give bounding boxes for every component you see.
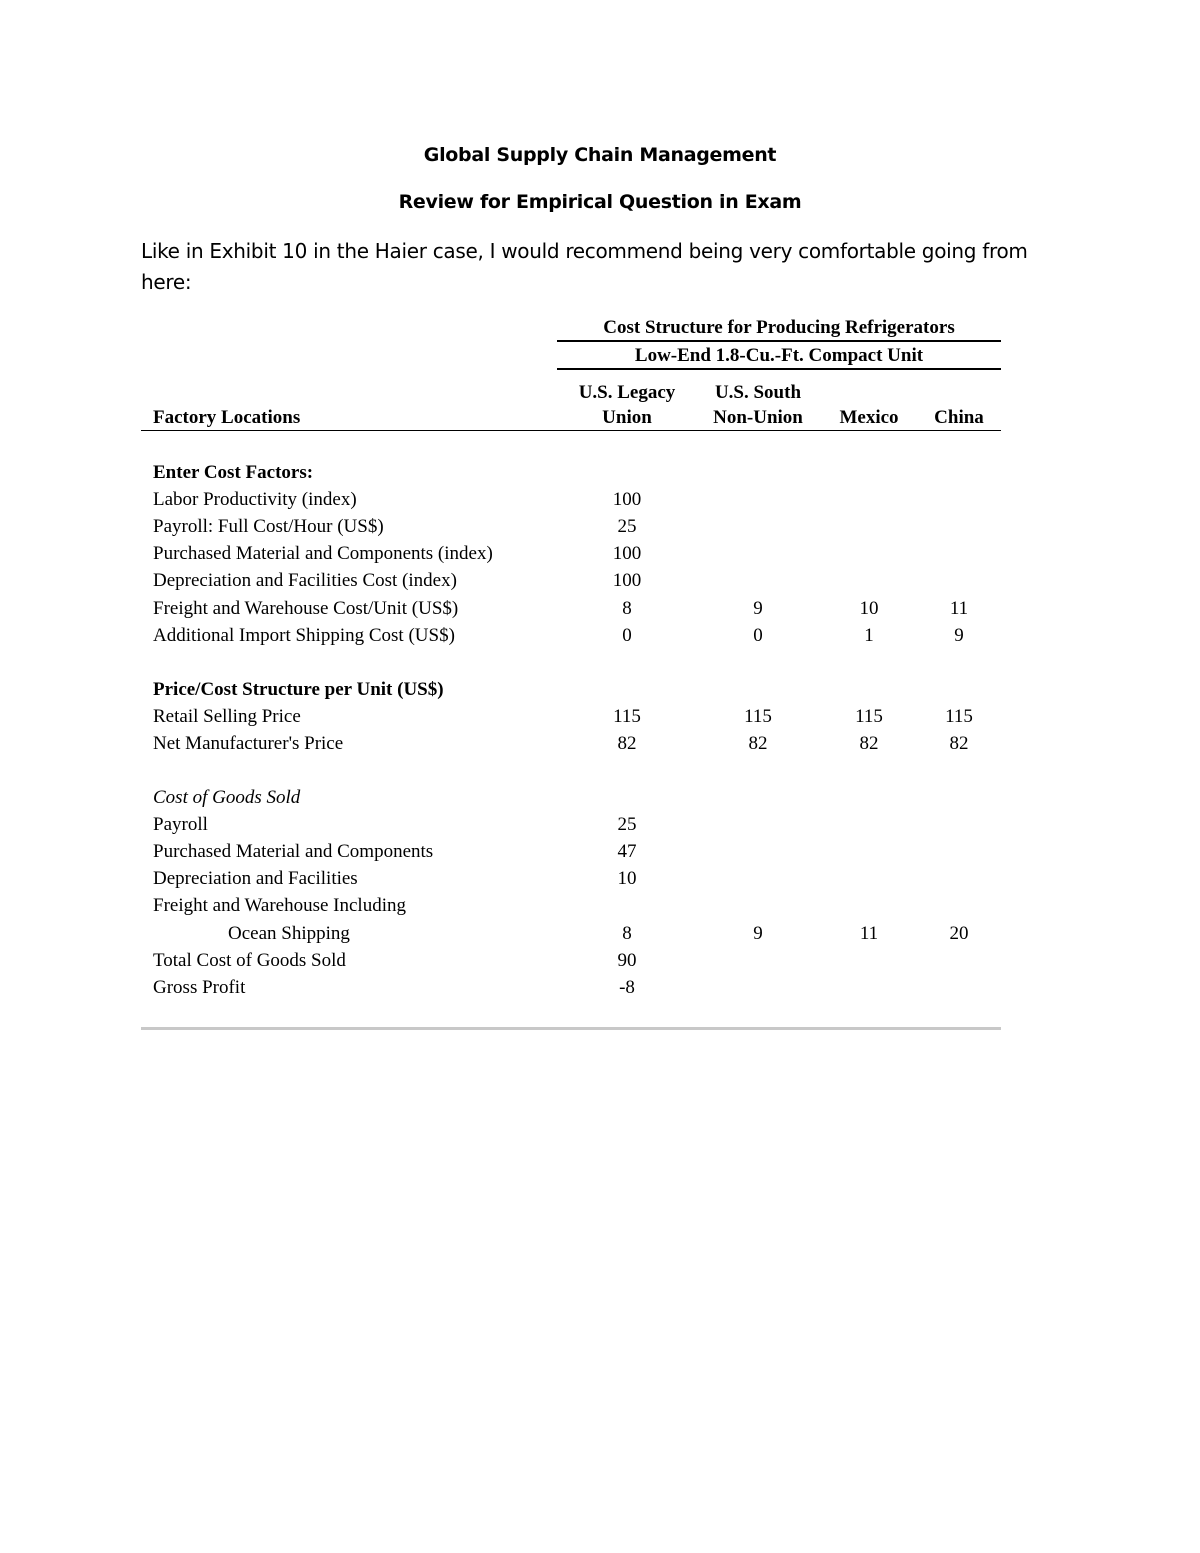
column-header-us-legacy-line2: Union: [602, 407, 652, 428]
table-bottom-rule: [141, 1027, 1001, 1030]
cell-us-legacy: 82: [617, 733, 637, 754]
row-label: Payroll: Full Cost/Hour (US$): [153, 516, 384, 537]
cell-us-legacy: 25: [617, 814, 637, 835]
cell-us-south: 0: [753, 625, 763, 646]
table-row: [0, 598, 1200, 625]
cell-us-south: 115: [744, 706, 772, 727]
cell-us-legacy: 8: [622, 598, 632, 619]
cell-us-legacy: 0: [622, 625, 632, 646]
header-rule: [141, 430, 1001, 431]
table-row: [0, 733, 1200, 760]
cell-mexico: 115: [855, 706, 883, 727]
row-label: Freight and Warehouse Cost/Unit (US$): [153, 598, 459, 619]
row-label: Price/Cost Structure per Unit (US$): [153, 679, 444, 700]
table-subtitle: Low-End 1.8-Cu.-Ft. Compact Unit: [634, 345, 924, 366]
cell-us-legacy: 100: [612, 489, 642, 510]
cell-us-legacy: 25: [617, 516, 637, 537]
row-label: Purchased Material and Components (index): [153, 543, 493, 564]
table-row: [0, 625, 1200, 652]
row-header-factory-locations: Factory Locations: [153, 407, 301, 428]
cell-us-legacy: 100: [612, 543, 642, 564]
table-subtitle-rule: [557, 368, 1001, 370]
table-row: [0, 462, 1200, 489]
row-label: Depreciation and Facilities Cost (index): [153, 570, 457, 591]
table-row: [0, 923, 1200, 950]
table-title-rule: [557, 340, 1001, 342]
table-row: [0, 570, 1200, 597]
column-header-us-south-line1: U.S. South: [714, 382, 802, 403]
cell-us-south: 9: [753, 923, 763, 944]
cell-us-legacy: 100: [612, 570, 642, 591]
row-label: Labor Productivity (index): [153, 489, 357, 510]
table-row: [0, 787, 1200, 814]
row-label: Additional Import Shipping Cost (US$): [153, 625, 455, 646]
document-subtitle: Review for Empirical Question in Exam: [398, 191, 802, 213]
intro-paragraph: Like in Exhibit 10 in the Haier case, I would recommend being very comfortable going from here:: [141, 239, 1028, 294]
row-label: Total Cost of Goods Sold: [153, 950, 346, 971]
cell-mexico: 82: [859, 733, 879, 754]
column-header-mexico: Mexico: [839, 407, 899, 428]
table-row: [0, 950, 1200, 977]
table-row: [0, 841, 1200, 868]
row-label: Freight and Warehouse Including: [153, 895, 406, 916]
cell-us-south: 9: [753, 598, 763, 619]
table-row: [0, 814, 1200, 841]
cell-us-legacy: 10: [617, 868, 637, 889]
column-header-us-legacy-line1: U.S. Legacy: [578, 382, 676, 403]
cell-mexico: 10: [859, 598, 879, 619]
row-label: Depreciation and Facilities: [153, 868, 358, 889]
cell-china: 11: [949, 598, 969, 619]
cell-us-legacy: 8: [622, 923, 632, 944]
cell-mexico: 1: [864, 625, 874, 646]
table-row: [0, 543, 1200, 570]
table-row: [0, 706, 1200, 733]
row-label: Net Manufacturer's Price: [153, 733, 344, 754]
row-label: Enter Cost Factors:: [153, 462, 314, 483]
table-row: [0, 868, 1200, 895]
table-row: [0, 679, 1200, 706]
column-header-china: China: [934, 407, 984, 428]
column-header-us-south-line2: Non-Union: [713, 407, 803, 428]
cell-us-legacy: -8: [619, 977, 635, 998]
cell-us-south: 82: [748, 733, 768, 754]
cell-china: 115: [945, 706, 973, 727]
table-title: Cost Structure for Producing Refrigerators: [603, 317, 955, 338]
cell-mexico: 11: [859, 923, 879, 944]
cell-us-legacy: 47: [617, 841, 637, 862]
cell-us-legacy: 115: [613, 706, 641, 727]
row-label: Ocean Shipping: [228, 923, 350, 944]
row-label: Cost of Goods Sold: [153, 787, 301, 808]
row-label: Payroll: [153, 814, 208, 835]
cell-china: 9: [954, 625, 964, 646]
cell-china: 82: [949, 733, 969, 754]
row-label: Gross Profit: [153, 977, 246, 998]
table-row: [0, 977, 1200, 1004]
table-row: [0, 489, 1200, 516]
row-label: Retail Selling Price: [153, 706, 301, 727]
document-title: Global Supply Chain Management: [423, 144, 777, 166]
table-row: [0, 516, 1200, 543]
table-row: [0, 895, 1200, 922]
cell-china: 20: [949, 923, 969, 944]
row-label: Purchased Material and Components: [153, 841, 434, 862]
cell-us-legacy: 90: [617, 950, 637, 971]
